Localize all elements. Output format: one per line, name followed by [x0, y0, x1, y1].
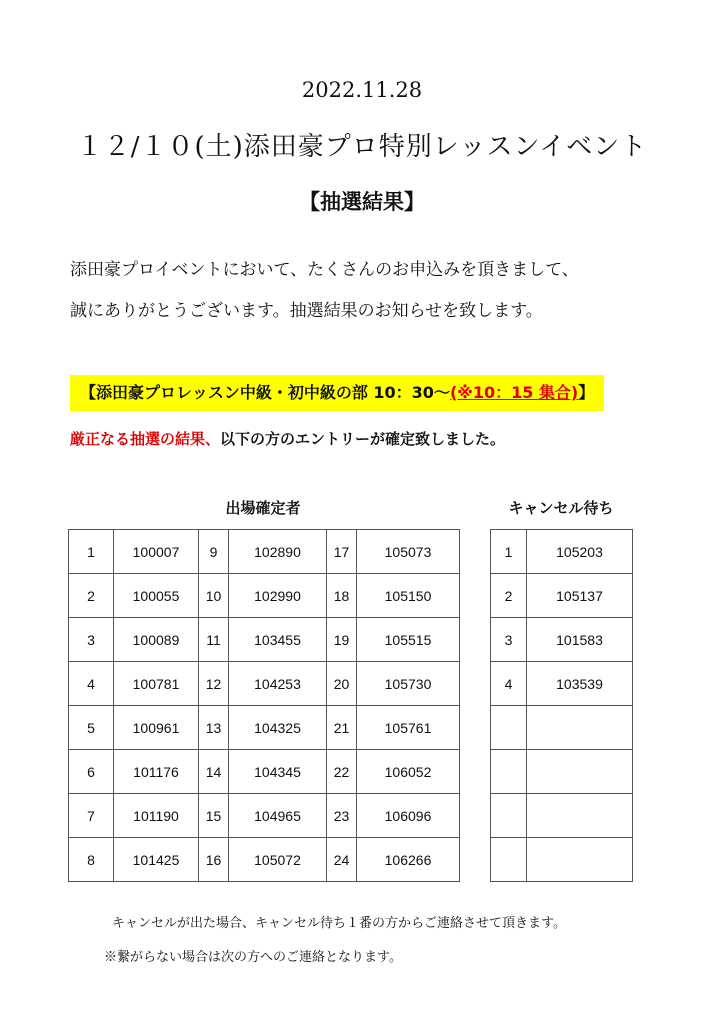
waitlist-id: 105137 — [527, 574, 633, 618]
waitlist-id — [527, 706, 633, 750]
session-banner-suffix: 】 — [578, 383, 595, 402]
table-row — [69, 706, 460, 750]
entry-id: 100007 — [114, 530, 199, 574]
entry-number: 15 — [199, 794, 229, 838]
table-row — [69, 574, 460, 618]
waitlist-number — [491, 838, 527, 882]
entry-number: 4 — [69, 662, 114, 706]
intro-line-1: 添田豪プロイベントにおいて、たくさんのお申込みを頂きまして、 — [70, 260, 579, 280]
entry-number: 3 — [69, 618, 114, 662]
session-banner — [70, 375, 604, 411]
entry-id: 100055 — [114, 574, 199, 618]
entry-number: 7 — [69, 794, 114, 838]
entry-number: 8 — [69, 838, 114, 882]
table-row — [491, 662, 633, 706]
waitlist-number — [491, 794, 527, 838]
entry-id: 106052 — [357, 750, 460, 794]
table-row — [69, 750, 460, 794]
entry-id: 105761 — [357, 706, 460, 750]
confirmed-table — [68, 529, 460, 882]
table-row — [491, 750, 633, 794]
entry-id: 105073 — [357, 530, 460, 574]
entry-id: 100781 — [114, 662, 199, 706]
result-notice-text: 以下の方のエントリーが確定致しました。 — [220, 430, 506, 448]
table-row — [491, 838, 633, 882]
session-assembly-time: (※10：15 集合) — [449, 383, 579, 402]
table-row — [491, 618, 633, 662]
entry-number: 12 — [199, 662, 229, 706]
entry-id: 101425 — [114, 838, 199, 882]
entry-id: 105072 — [229, 838, 327, 882]
waitlist-number: 4 — [491, 662, 527, 706]
footer-note-1: キャンセルが出た場合、キャンセル待ち１番の方からご連絡させて頂きます。 — [112, 916, 566, 931]
entry-id: 101190 — [114, 794, 199, 838]
entry-id: 100961 — [114, 706, 199, 750]
entry-number: 13 — [199, 706, 229, 750]
entry-number: 18 — [327, 574, 357, 618]
entry-id: 105730 — [357, 662, 460, 706]
entry-id: 106266 — [357, 838, 460, 882]
entry-id: 102990 — [229, 574, 327, 618]
waitlist-id — [527, 794, 633, 838]
entry-number: 9 — [199, 530, 229, 574]
waitlist-id: 103539 — [527, 662, 633, 706]
intro-line-2: 誠にありがとうございます。抽選結果のお知らせを致します。 — [70, 301, 543, 321]
table-row — [491, 706, 633, 750]
entry-id: 106096 — [357, 794, 460, 838]
entry-number: 20 — [327, 662, 357, 706]
entry-id: 103455 — [229, 618, 327, 662]
entry-number: 11 — [199, 618, 229, 662]
entry-id: 105150 — [357, 574, 460, 618]
table-row — [69, 662, 460, 706]
entry-number: 23 — [327, 794, 357, 838]
waitlist-number: 2 — [491, 574, 527, 618]
result-notice-highlight: 厳正なる抽選の結果、 — [70, 430, 221, 448]
waitlist-heading: キャンセル待ち — [508, 499, 614, 517]
waitlist-number: 1 — [491, 530, 527, 574]
entry-id: 104253 — [229, 662, 327, 706]
entry-number: 14 — [199, 750, 229, 794]
entry-number: 10 — [199, 574, 229, 618]
table-row — [491, 530, 633, 574]
waitlist-id — [527, 838, 633, 882]
entry-number: 21 — [327, 706, 357, 750]
session-banner-text: 【添田豪プロレッスン中級・初中級の部 10：30～ — [80, 383, 450, 402]
entry-id: 100089 — [114, 618, 199, 662]
entry-number: 19 — [327, 618, 357, 662]
entry-number: 24 — [327, 838, 357, 882]
waitlist-number: 3 — [491, 618, 527, 662]
entry-number: 6 — [69, 750, 114, 794]
footer-note-2: ※繋がらない場合は次の方へのご連絡となります。 — [104, 950, 402, 965]
waitlist-id — [527, 750, 633, 794]
waitlist-number — [491, 750, 527, 794]
entry-id: 104345 — [229, 750, 327, 794]
result-notice — [70, 428, 505, 449]
document-date: 2022.11.28 — [301, 78, 423, 102]
entry-id: 102890 — [229, 530, 327, 574]
waitlist-id: 105203 — [527, 530, 633, 574]
table-row — [69, 794, 460, 838]
table-row — [69, 530, 460, 574]
entry-id: 101176 — [114, 750, 199, 794]
entry-number: 5 — [69, 706, 114, 750]
page-title: １２/１０(土)添田豪プロ特別レッスンイベント — [76, 132, 648, 162]
table-row — [69, 838, 460, 882]
entry-id: 105515 — [357, 618, 460, 662]
entry-number: 1 — [69, 530, 114, 574]
entry-id: 104325 — [229, 706, 327, 750]
entry-id: 104965 — [229, 794, 327, 838]
table-row — [491, 574, 633, 618]
waitlist-id: 101583 — [527, 618, 633, 662]
waitlist-table — [490, 529, 633, 882]
entry-number: 2 — [69, 574, 114, 618]
entry-number: 22 — [327, 750, 357, 794]
entry-number: 16 — [199, 838, 229, 882]
waitlist-number — [491, 706, 527, 750]
entry-number: 17 — [327, 530, 357, 574]
page-subtitle: 【抽選結果】 — [299, 190, 425, 214]
confirmed-heading: 出場確定者 — [225, 499, 301, 517]
table-row — [69, 618, 460, 662]
table-row — [491, 794, 633, 838]
